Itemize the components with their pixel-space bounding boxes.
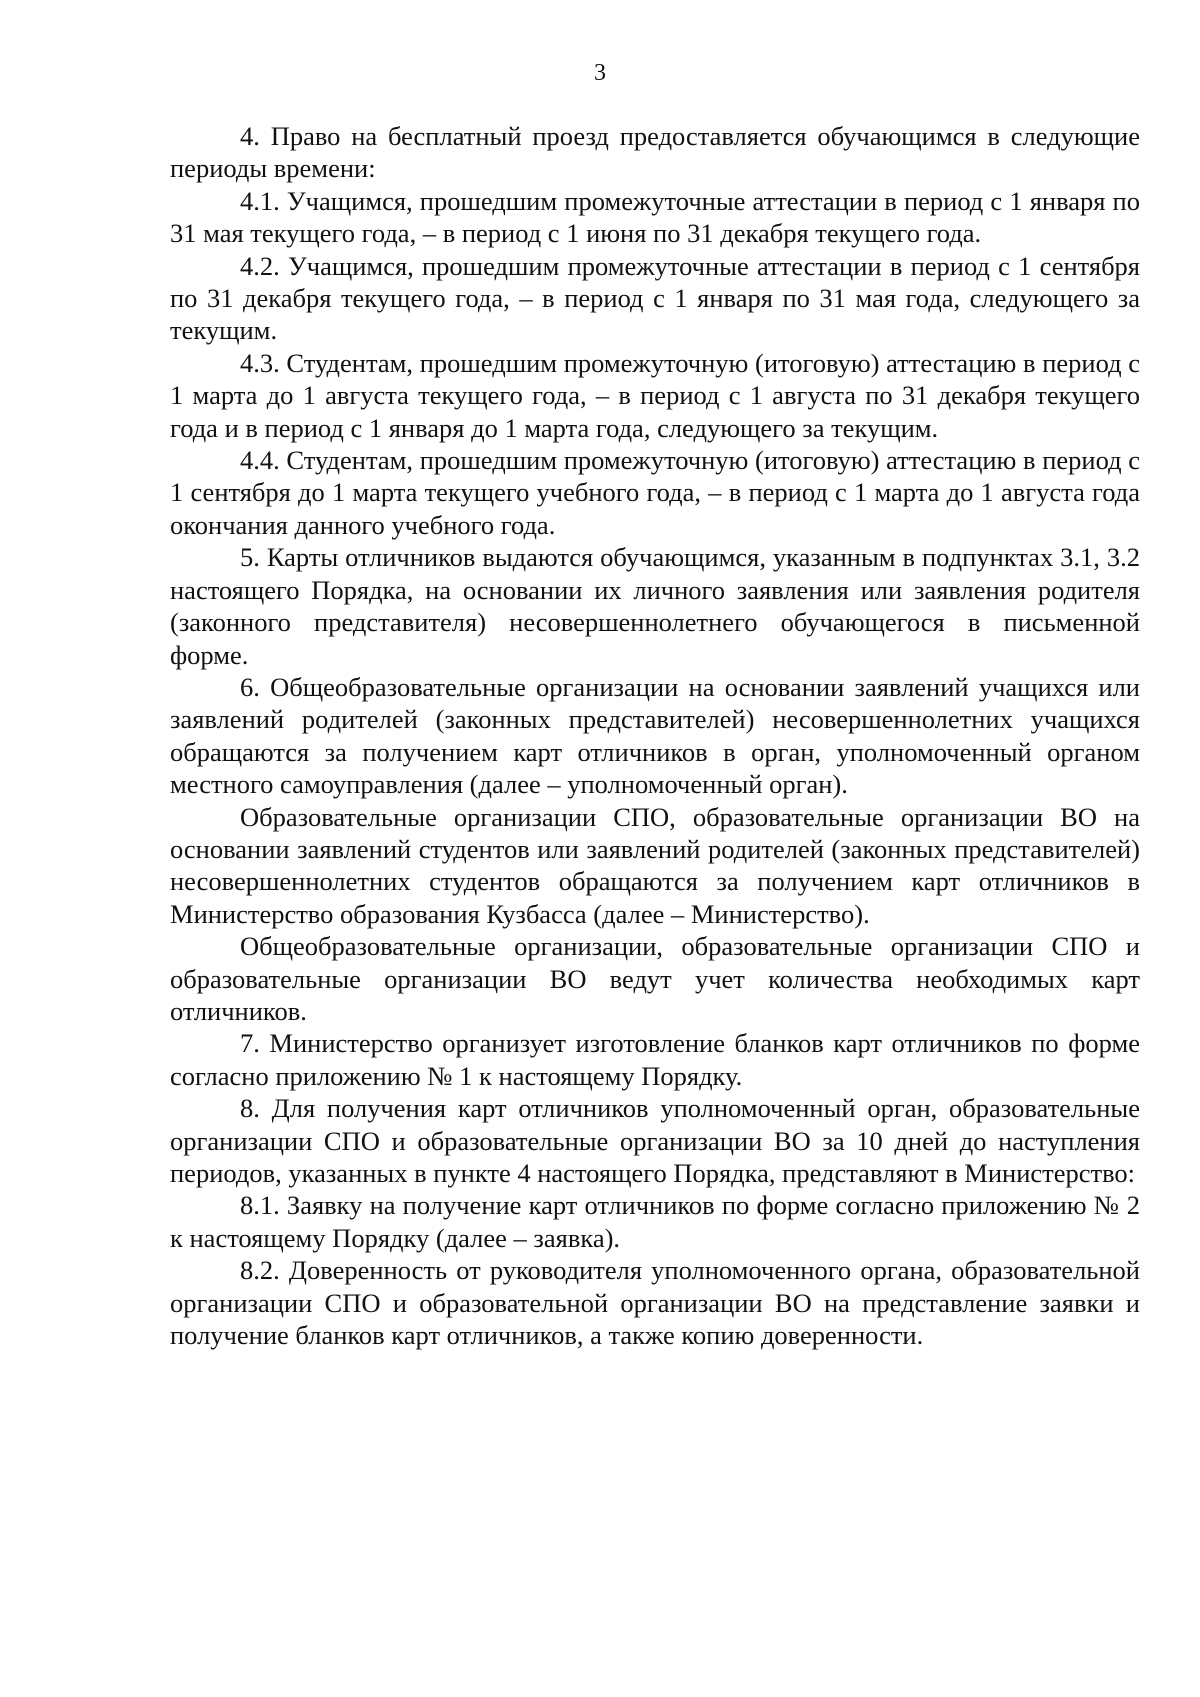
paragraph-7: 7. Министерство организует изготовление бланков карт отличников по форме согласно приложению № 1 к настоящему Порядку. — [170, 1028, 1140, 1091]
paragraph-5: 5. Карты отличников выдаются обучающимся, указанным в подпунктах 3.1, 3.2 настоящего Порядка, на основании их личного заявления или заявления родителя (законного представителя) несовершеннолетнего обучающегося в письменной форме. — [170, 542, 1140, 670]
paragraph-4-3: 4.3. Студентам, прошедшим промежуточную (итоговую) аттестацию в период с 1 марта до 1 августа текущего года, – в период с 1 августа по 31 декабря текущего года и в период с 1 января до 1 марта года, следующего за текущим. — [170, 347, 1140, 443]
paragraph-4: 4. Право на бесплатный проезд предоставляется обучающимся в следующие периоды времени: — [170, 121, 1140, 184]
page-number: 3 — [594, 60, 606, 86]
paragraph-6-accounting: Общеобразовательные организации, образовательные организации СПО и образовательные организации ВО ведут учет количества необходимых карт отличников. — [170, 931, 1140, 1026]
paragraph-4-1: 4.1. Учащимся, прошедшим промежуточные аттестации в период с 1 января по 31 мая текущего года, – в период с 1 июня по 31 декабря текущего года. — [170, 185, 1140, 249]
paragraph-6: 6. Общеобразовательные организации на основании заявлений учащихся или заявлений родителей (законных представителей) несовершеннолетних учащихся обращаются за получением карт отличников в орган, уполномоченный органом местного самоуправления (далее – уполномоченный орган). — [170, 671, 1140, 800]
paragraph-8-2: 8.2. Доверенность от руководителя уполномоченного органа, образовательной организации СПО и образовательной организации ВО на представление заявки и получение бланков карт отличников, а также копию доверенности. — [170, 1255, 1140, 1351]
document-body — [170, 120, 1140, 1351]
paragraph-4-4: 4.4. Студентам, прошедшим промежуточную (итоговую) аттестацию в период с 1 сентября до 1 марта текущего учебного года, – в период с 1 марта до 1 августа года окончания данного учебного года. — [170, 445, 1140, 540]
paragraph-6-spo-vo: Образовательные организации СПО, образовательные организации ВО на основании заявлений студентов или заявлений родителей (законных представителей) несовершеннолетних студентов обращаются за получением карт отличников в Министерство образования Кузбасса (далее – Министерство). — [170, 801, 1140, 929]
paragraph-8-1: 8.1. Заявку на получение карт отличников по форме согласно приложению № 2 к настоящему Порядку (далее – заявка). — [170, 1190, 1140, 1253]
paragraph-8: 8. Для получения карт отличников уполномоченный орган, образовательные организации СПО и образовательные организации ВО за 10 дней до наступления периодов, указанных в пункте 4 настоящего Порядка, представляют в Министерство: — [170, 1093, 1140, 1188]
paragraph-4-2: 4.2. Учащимся, прошедшим промежуточные аттестации в период с 1 сентября по 31 декабря текущего года, – в период с 1 января по 31 мая года, следующего за текущим. — [170, 250, 1140, 346]
